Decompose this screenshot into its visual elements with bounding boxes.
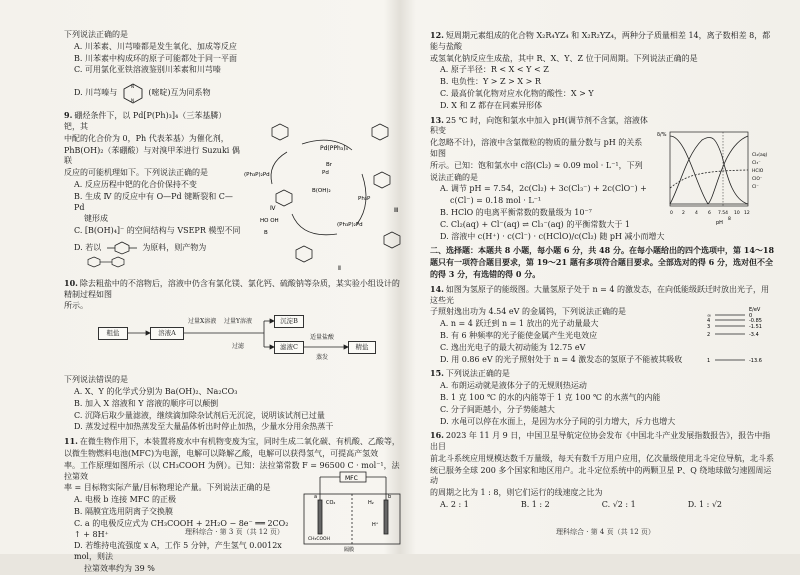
q12-line-1: 短周期元素组成的化合物 X₂R₄YZ₄ 和 X₂R₂YZ₄，两种分子质量相差 14，离子数相差 8，都能与盐酸 — [430, 31, 771, 51]
q9-line-4: 反应的可能机理如下。下列说法正确的是 — [64, 168, 208, 178]
flow-filtrate-c: 滤液C — [274, 341, 304, 354]
legend-cl: Cl⁻ — [752, 185, 759, 190]
q15-option-a: A. 布朗运动就是液体分子的无规则热运动 — [440, 381, 587, 391]
q14-line-2: 子照射逸出功为 4.54 eV 的金属钨，下列说法正确的是 — [430, 307, 626, 317]
level-unit: E/eV — [749, 306, 761, 313]
flow-crude-salt: 粗盐 — [98, 327, 128, 340]
q10-flowchart — [64, 313, 407, 375]
svg-text:(Ph₃P)₂Pd: (Ph₃P)₂Pd — [337, 222, 363, 228]
question-8-tail — [64, 30, 407, 104]
q9-line-3: PhB(OH)₂（苯硼酸）与对溴甲苯进行 Suzuki 偶联 — [64, 145, 240, 166]
svg-text:N: N — [130, 84, 134, 90]
q15-option-c: C. 分子间距越小，分子势能越大 — [440, 404, 555, 414]
q9-option-a: A. 反应历程中钯的化合价保持不变 — [74, 179, 197, 189]
q14-option-b: B. 有 6 种频率的光子能使金属产生光电效应 — [440, 330, 598, 340]
svg-text:Pd(PPh₃)₄: Pd(PPh₃)₄ — [320, 145, 348, 152]
flow-evaporate: 蒸发 — [316, 354, 329, 362]
left-page-footer: 理科综合 · 第 3 页（共 12 页） — [185, 528, 284, 536]
level-e-4: -0.85 — [749, 317, 762, 324]
right-page-footer: 理科综合 · 第 4 页（共 12 页） — [556, 528, 655, 536]
x-tick-6: 6 — [708, 211, 711, 216]
svg-text:Ⅳ: Ⅳ — [270, 205, 276, 212]
x-tick-12: 12 — [744, 211, 750, 216]
q16-option-b: B. 1 : 2 — [520, 500, 550, 510]
svg-text:Pd: Pd — [322, 170, 329, 176]
q13-option-a: A. 调节 pH = 7.54，2c(Cl₂) + 3c(Cl₃⁻) + 2c(ClO⁻) + — [440, 184, 647, 194]
q15-number: 15. — [430, 368, 444, 379]
question-11 — [64, 436, 407, 575]
q12-option-c: C. 最高价氧化物对应水化物的酸性：X > Y — [440, 88, 594, 98]
level-e-inf: 0 — [749, 312, 753, 319]
x-tick-4: 4 — [695, 211, 698, 216]
q13-number: 13. — [430, 114, 444, 125]
q16-line-3: 统已服务全球 200 多个国家和地区用户。北斗定位系统中的两颗卫星 P、Q 绕地球做匀速圆周运动 — [430, 465, 772, 486]
q8-option-d-text: D. 川芎嗪与 — [74, 88, 118, 98]
q11-line-3: 率。工作原理如图所示（以 CH₃COOH 为例）。已知：法拉第常数 F = 96500 C · mol⁻¹，法拉第效 — [64, 460, 400, 481]
flow-x-reagent: 过量X溶液 — [188, 318, 217, 326]
mfc-label: MFC — [345, 475, 358, 483]
q10-option-a: A. X、Y 的化学式分别为 Ba(OH)₂、Na₂CO₃ — [74, 386, 238, 396]
question-13 — [430, 114, 665, 243]
level-n-2: 2 — [707, 331, 711, 338]
q8-stem: 下列说法正确的是 — [64, 30, 128, 39]
q9-line-1: 硼烃条件下，以 Pd[P(Ph)₃]₄（三苯基膦）钯，其 — [64, 111, 227, 131]
q10-option-d: D. 蒸发过程中加热蒸发至大量晶体析出时停止加热，少量水分用余热蒸干 — [74, 422, 334, 432]
q11-option-a: A. 电极 b 连接 MFC 的正极 — [74, 495, 177, 505]
q9-option-c: C. [B(OH)₄]⁻ 的空间结构与 VSEPR 模型不同 — [74, 226, 241, 236]
svg-text:HO OH: HO OH — [260, 218, 279, 224]
left-solution-label: CH₃COOH — [308, 537, 330, 543]
q11-line-4: 率 = 目标物实际产量/目标物理论产量。下列说法正确的是 — [64, 483, 271, 493]
membrane-label: 隔膜 — [344, 547, 355, 554]
co2-label: CO₂ — [326, 500, 336, 507]
q9-product-structure-icon — [78, 256, 138, 268]
section-2-header — [430, 245, 775, 280]
q9-option-d-text-2: 为原料，则产物为 — [142, 242, 207, 252]
q9-number: 9. — [64, 110, 73, 121]
q15-stem: 下列说法正确的是 — [445, 369, 510, 379]
question-15 — [430, 368, 775, 427]
flow-precipitate-b: 沉淀B — [274, 315, 304, 328]
q9-option-b: B. 生成 Ⅳ 的反应中有 O—Pd 键断裂和 C—Pd — [74, 191, 233, 212]
x-tick-8: 8 — [728, 217, 731, 222]
q9-line-2: 中配的化合价为 0，Ph 代表苯基）为催化剂， — [64, 133, 229, 143]
q11-line-1: 在微生物作用下，本装置将废水中有机物变废为宝，同时生成二氧化碳、有机酸、乙酸等， — [79, 437, 400, 447]
q8-option-d — [64, 82, 407, 104]
q13-option-a-cont: c(Cl⁻) = 0.18 mol · L⁻¹ — [450, 196, 542, 206]
chart-ph-marker: 7.54 — [718, 211, 729, 216]
flow-hcl: 适量盐酸 — [310, 334, 335, 342]
x-tick-10: 10 — [734, 211, 740, 216]
flow-arrows — [64, 313, 354, 363]
q16-option-c: C. √2 : 1 — [601, 500, 636, 510]
q10-line-2: 所示。 — [64, 301, 88, 311]
section-2-title: 二、选择题：本题共 8 小题，每小题 6 分，共 48 分。 — [430, 245, 629, 256]
svg-text:Ⅱ: Ⅱ — [338, 265, 341, 272]
chlorine-distribution-chart — [656, 126, 774, 226]
svg-text:B: B — [264, 230, 268, 236]
q13-line-3: 所示。已知：饱和氯水中 c溶(Cl₂) ≈ 0.09 mol · L⁻¹，下列 — [430, 160, 643, 170]
q8-option-d-text-2: (嘧啶)互为同系物 — [148, 88, 211, 98]
q16-options — [430, 500, 775, 511]
q12-number: 12. — [430, 30, 444, 40]
svg-text:(Ph₃P)₂Pd: (Ph₃P)₂Pd — [244, 172, 270, 178]
legend-cl2: Cl₂(aq) — [752, 153, 768, 158]
q10-option-c: C. 沉降后取少量滤液，继续滴加除杂试剂后无沉淀，说明该试剂已过量 — [74, 410, 325, 420]
question-10 — [64, 278, 407, 433]
q12-option-b: B. 电负性：Y > Z > X > R — [440, 77, 541, 87]
q13-line-2: 化忽略不计)，溶液中含氯微粒的物质的量分数与 pH 的关系如图 — [430, 138, 643, 158]
level-n-1: 1 — [707, 357, 711, 364]
question-14 — [430, 284, 775, 366]
q14-option-a: A. n = 4 跃迁到 n = 1 放出的光子动量最大 — [440, 319, 599, 329]
q16-option-d: D. 1 : √2 — [687, 500, 723, 510]
q13-option-d: D. 溶液中 c(H⁺) · c(Cl⁻) · c(HClO)/c(Cl₂) 随 pH 减小而增大 — [440, 231, 665, 241]
q16-number: 16. — [430, 430, 444, 441]
chart-x-label: pH — [716, 220, 723, 226]
svg-text:Ph₃P: Ph₃P — [358, 196, 371, 202]
electrode-b-label: b — [388, 494, 392, 501]
level-n-inf: ∞ — [707, 312, 712, 319]
legend-clo: ClO⁻ — [752, 177, 763, 182]
x-tick-0: 0 — [670, 211, 673, 216]
h2-label: H₂ — [368, 500, 374, 507]
level-e-3: -1.51 — [749, 323, 762, 330]
q13-line-4: 说法正确的是 — [430, 172, 478, 182]
q16-option-a: A. 2 : 1 — [440, 500, 469, 510]
q15-option-b: B. 1 克 100 ℃ 的水的内能等于 1 克 100 ℃ 的水蒸气的内能 — [440, 392, 661, 402]
q11-number: 11. — [64, 436, 78, 447]
flow-filter: 过滤 — [232, 343, 245, 351]
q8-option-a: A. 川苯素、川芎嗪都是发生氧化、加成等反应 — [74, 41, 237, 51]
suzuki-mechanism-diagram — [242, 114, 407, 274]
mfc-electrolysis-figure — [300, 470, 404, 552]
q14-option-c: C. 逸出光电子的最大初动能为 12.75 eV — [440, 342, 586, 352]
level-e-2: -3.4 — [749, 331, 759, 338]
q9-option-d-text: D. 若以 — [74, 242, 102, 252]
chart-y-label: δ/% — [657, 132, 667, 138]
q13-option-c: C. Cl₂(aq) + Cl⁻(aq) ⇌ Cl₃⁻(aq) 的平衡常数大于 1 — [440, 219, 630, 229]
legend-cl3: Cl₃⁻ — [752, 161, 761, 166]
question-16 — [430, 430, 775, 511]
x-tick-2: 2 — [682, 211, 685, 216]
flow-y-reagent: 过量Y溶液 — [224, 318, 252, 326]
q11-option-c: C. a 的电极反应式为 CH₃COOH + 2H₂O − 8e⁻ ══ 2CO₂ ↑ + 8H⁺ — [74, 518, 289, 539]
right-page — [430, 30, 775, 525]
q14-line-1: 如图为氢原子的能级图。大量氢原子处于 n = 4 的激发态，在向低能级跃迁时放出光子，用这些光 — [430, 284, 770, 305]
svg-text:Ⅲ: Ⅲ — [394, 207, 399, 214]
level-n-3: 3 — [707, 323, 711, 330]
svg-text:N: N — [130, 98, 134, 104]
q14-option-d: D. 用 0.86 eV 的光子照射处于 n = 4 激发态的氢原子不能被其吸收 — [440, 354, 683, 364]
q16-line-2: 前北斗系统应用规模达数千万量级，每天有数千万用户应用，亿次量级使用北斗定位导航，北斗系 — [430, 453, 774, 463]
q16-line-4: 的周期之比为 1 : 8，则它们运行的线速度之比为 — [430, 488, 603, 498]
bromotoluene-structure-icon — [104, 241, 140, 255]
q11-option-d: D. 若维持电流强度 x A，工作 5 分钟，产生氢气 0.0012x mol，则法 — [74, 541, 282, 562]
q14-number: 14. — [430, 283, 444, 294]
q12-option-a: A. 原子半径：R < X < Y < Z — [440, 65, 549, 75]
flow-refined-salt: 精盐 — [348, 341, 376, 354]
level-e-1: -13.6 — [749, 357, 762, 364]
right-solution-label: H⁺ — [372, 522, 379, 529]
pyrimidine-structure-icon — [120, 82, 146, 104]
svg-text:Br: Br — [326, 162, 333, 168]
q11-line-2: 以微生物燃料电池(MFC)为电源，电解可以降解乙酸，电解可以获得氢气，可提高产氢效 — [64, 448, 379, 458]
q13-option-b: B. HClO 的电离平衡常数的数量级为 10⁻⁷ — [440, 207, 592, 217]
q10-stem: 下列说法错误的是 — [64, 375, 128, 385]
q9-option-d — [64, 241, 242, 255]
question-12 — [430, 30, 775, 112]
electrode-a-label: a — [314, 494, 318, 501]
q11-option-d-cont: 拉第效率约为 39 % — [84, 563, 155, 573]
question-9 — [64, 110, 242, 272]
q13-line-1: 25 ℃ 时，向饱和氯水中加入 pH(调节剂不含氯，溶液体积变 — [430, 115, 648, 136]
legend-hclo: HClO — [752, 169, 764, 174]
q10-number: 10. — [64, 277, 78, 288]
q10-option-b: B. 加入 X 溶液和 Y 溶液的顺序可以颠倒 — [74, 398, 219, 408]
level-n-4: 4 — [707, 317, 711, 324]
q11-option-b: B. 隔膜宜选用阴离子交换膜 — [74, 506, 173, 516]
q8-option-b: B. 川苯素中构成环的原子可能都处于同一平面 — [74, 53, 237, 63]
q10-line-1: 除去粗盐中的不溶物后，溶液中仍含有氯化镁、氯化钙、硫酸钠等杂质，某实验小组设计的精制过程如图 — [64, 278, 400, 299]
svg-text:B(OH)₂: B(OH)₂ — [312, 188, 331, 194]
q8-option-c: C. 可用氯化亚铁溶液鉴别川苯素和川芎嗪 — [74, 65, 221, 75]
q16-line-1: 2023 年 11 月 9 日，中国卫星导航定位协会发布《中国北斗产业发展指数报告》，报告中指出目 — [430, 431, 771, 452]
q15-option-d: D. 水黾可以停在水面上，是因为水分子间的引力增大，斥力也增大 — [440, 416, 676, 426]
q12-option-d: D. X 和 Z 都存在同素异形体 — [440, 100, 543, 110]
q9-option-b-cont: 键形成 — [84, 214, 108, 224]
section-2-instructions: 在每小题给出的四个选项中，第 14～18 题只有一项符合题目要求，第 19～21 题有多项符合题目要求。全部选对的得 6 分，选对但不全的得 3 分，有选错的得 0 分。 — [430, 245, 775, 279]
hydrogen-energy-levels — [705, 306, 775, 364]
flow-solution-a: 溶液A — [150, 327, 184, 340]
q12-line-2: 或氢氧化钠反应生成盐，其中 R、X、Y、Z 位于同周期。下列说法正确的是 — [430, 53, 698, 63]
